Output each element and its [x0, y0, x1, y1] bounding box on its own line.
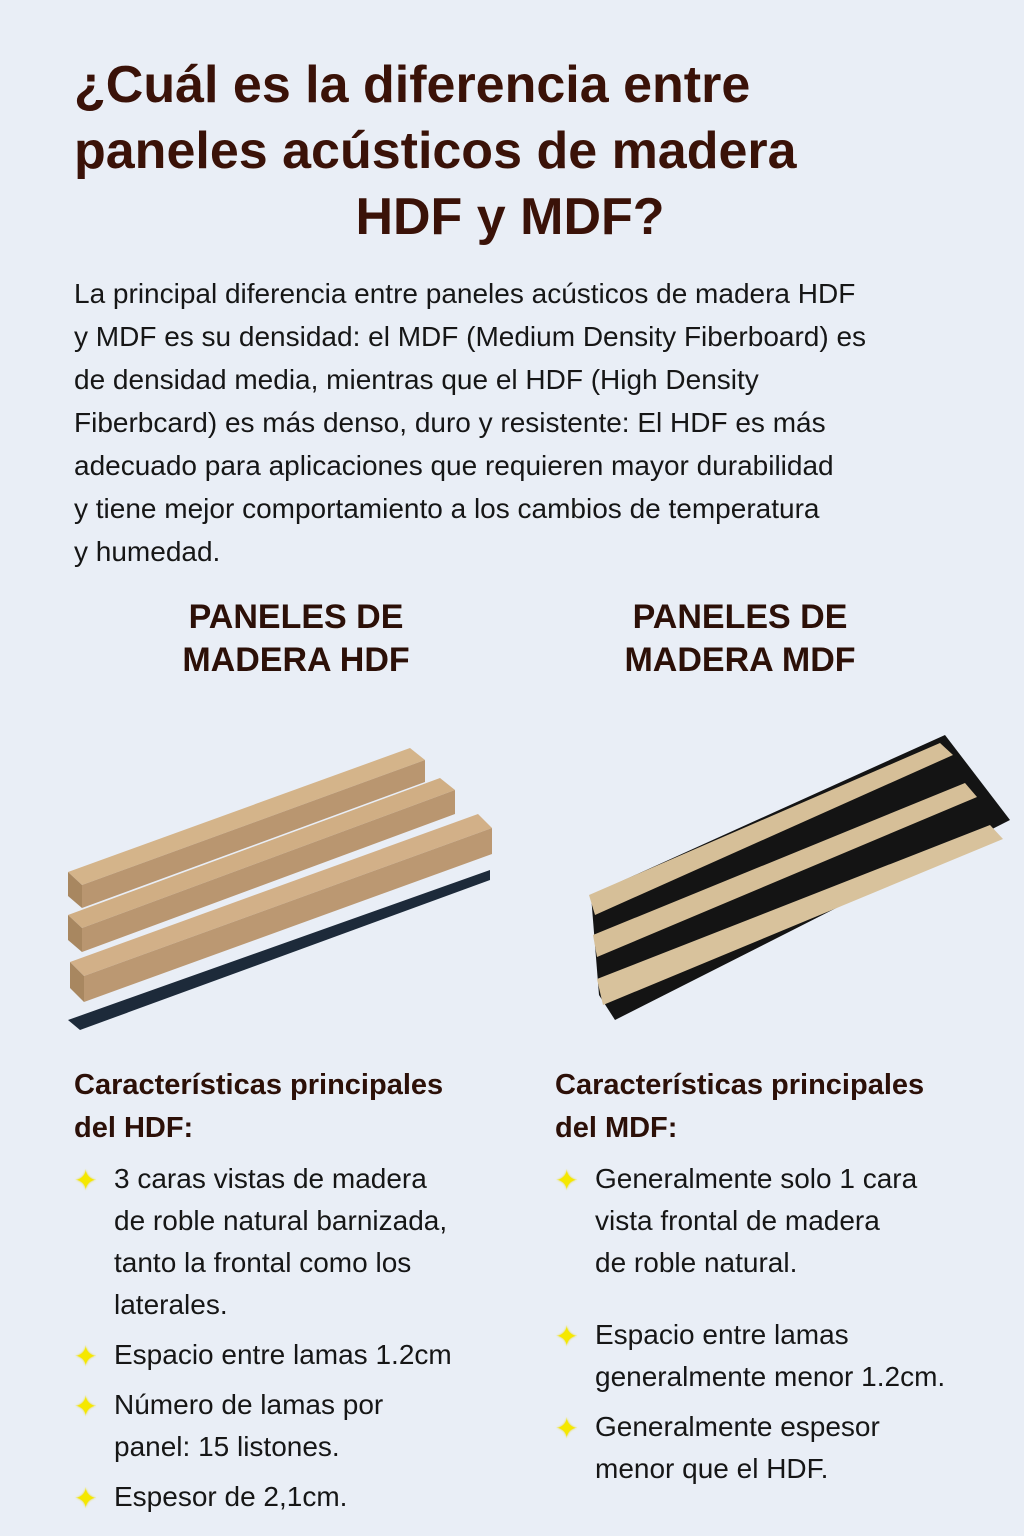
mdf-features-list — [555, 1158, 995, 1498]
title-line-1: ¿Cuál es la diferencia entre paneles acústicos de madera — [74, 56, 797, 180]
list-item: ✦ Generalmente solo 1 cara vista frontal de madera de roble natural. — [555, 1158, 995, 1284]
sparkle-icon: ✦ — [555, 1321, 579, 1352]
list-item: ✦ 3 caras vistas de madera de roble natural barnizada, tanto la frontal como los laterales. — [74, 1158, 514, 1326]
list-item: ✦ Número de lamas por panel: 15 listones. — [74, 1384, 514, 1468]
mdf-heading: PANELES DE MADERA MDF — [624, 598, 856, 679]
sparkle-icon: ✦ — [74, 1483, 98, 1514]
list-item: ✦ Generalmente espesor menor que el HDF. — [555, 1406, 995, 1490]
sparkle-icon: ✦ — [555, 1413, 579, 1444]
hdf-features-heading: Características principales del HDF: — [74, 1069, 444, 1144]
list-item: ✦ Espacio entre lamas generalmente menor 1.2cm. — [555, 1314, 995, 1398]
hdf-heading: PANELES DE MADERA HDF — [182, 598, 410, 679]
hdf-features-list — [74, 1158, 514, 1526]
sparkle-icon: ✦ — [74, 1165, 98, 1196]
page-title — [60, 52, 1000, 250]
mdf-panel-image — [585, 735, 1015, 1035]
intro-paragraph: La principal diferencia entre paneles acústicos de madera HDF y MDF es su densidad: el MDF (Medium Density Fiberboard) es de densidad media, mientras que el HDF (High Density Fiberbcard) es más denso, duro y resistente: El HDF es más adecuado para aplicaciones que requieren mayor durabilidad y tiene mejor comportamiento a los cambios de temperatura y humedad. — [74, 278, 867, 567]
title-line-2: HDF y MDF? — [355, 188, 665, 246]
sparkle-icon: ✦ — [555, 1165, 579, 1196]
hdf-panel-image — [60, 730, 510, 1030]
list-item: ✦ Espacio entre lamas 1.2cm — [74, 1334, 514, 1376]
mdf-features-heading: Características principales del MDF: — [555, 1069, 925, 1144]
sparkle-icon: ✦ — [74, 1391, 98, 1422]
list-item: ✦ Espesor de 2,1cm. — [74, 1476, 514, 1518]
sparkle-icon: ✦ — [74, 1341, 98, 1372]
